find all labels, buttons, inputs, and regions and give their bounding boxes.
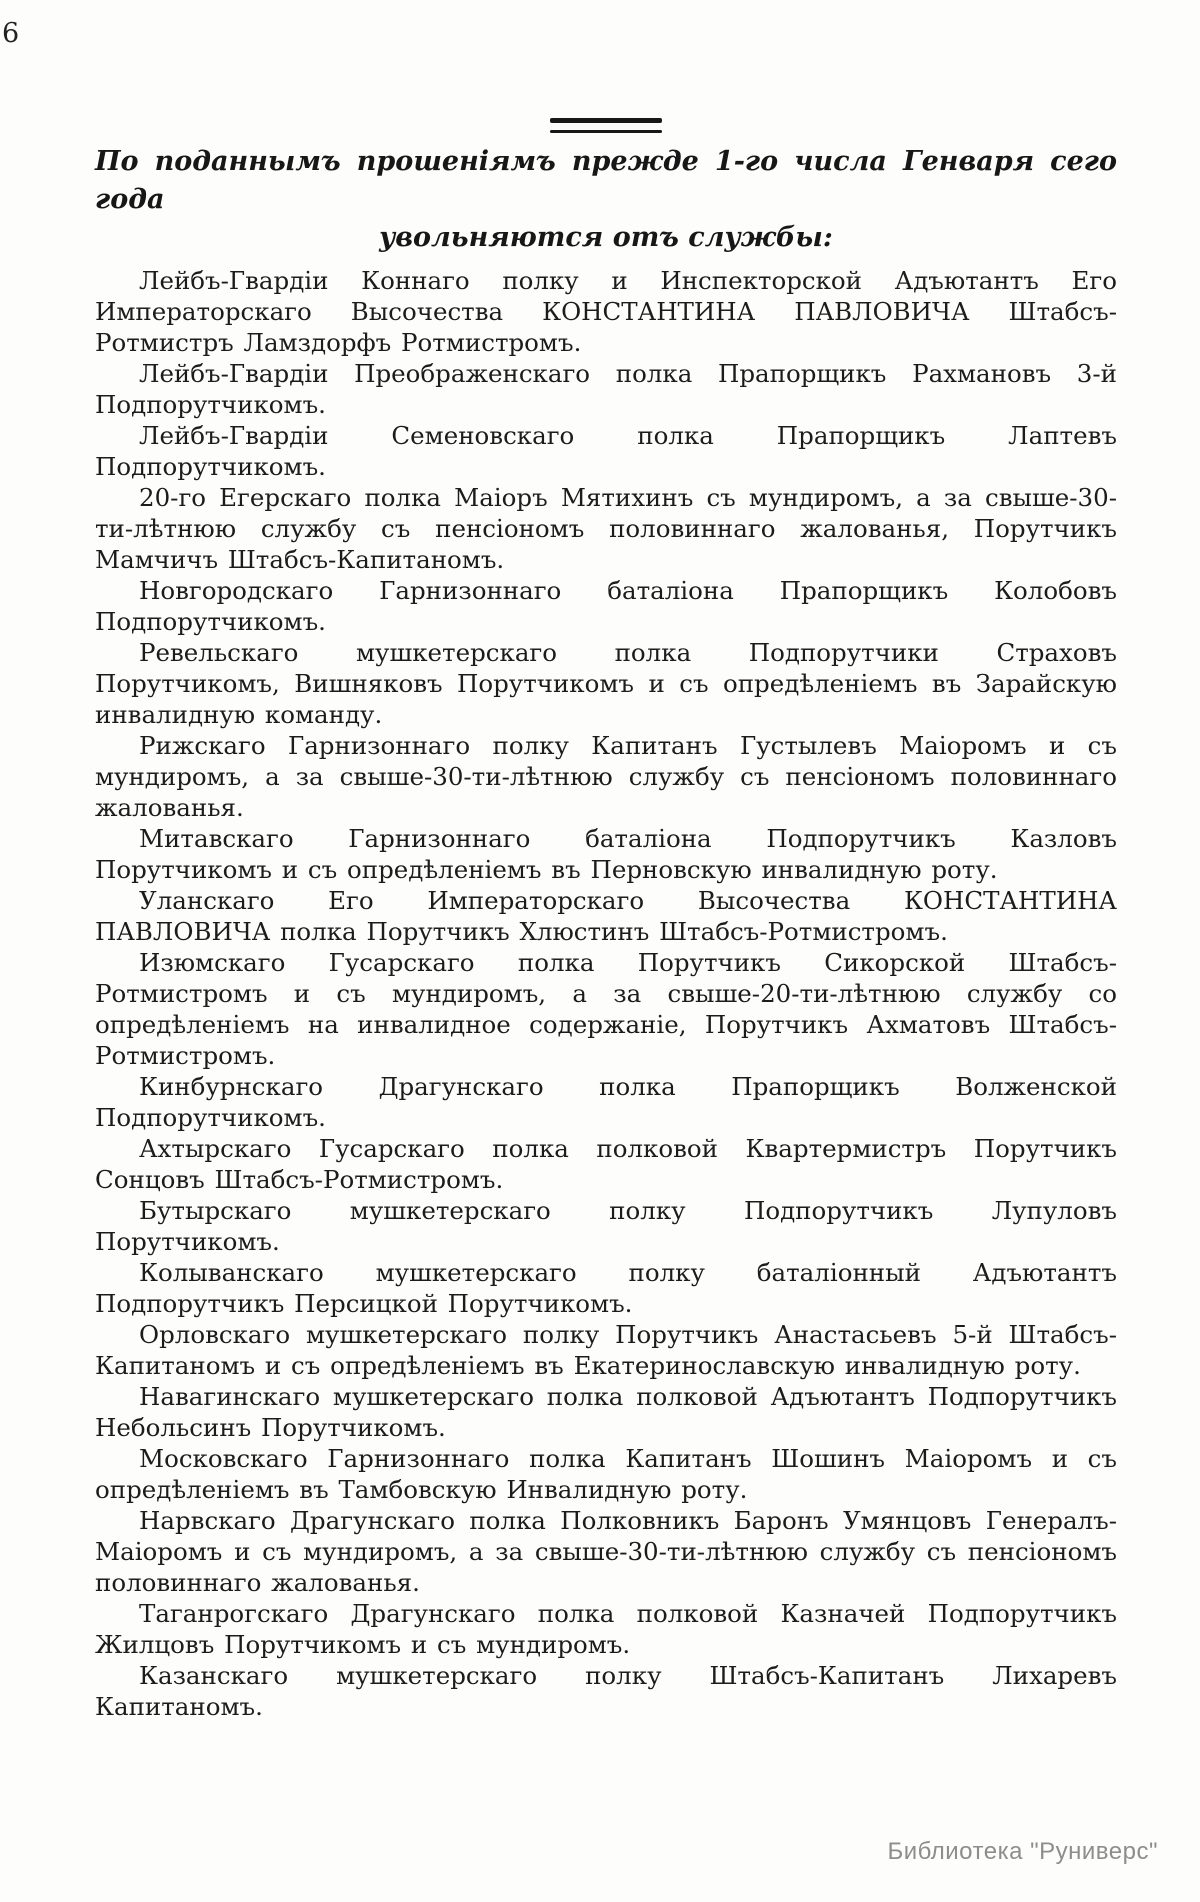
paragraph: Лейбъ-Гвардіи Коннаго полку и Инспекторской Адъютантъ Его Императорскаго Высочества КОНСТАНТИНА ПАВЛОВИЧА Штабсъ-Ротмистръ Ламздорфъ Ротмистромъ. (95, 266, 1117, 357)
paragraph: Бутырскаго мушкетерскаго полку Подпорутчикъ Лупуловъ Порутчикомъ. (95, 1196, 1117, 1256)
paragraph: Изюмскаго Гусарскаго полка Порутчикъ Сикорской Штабсъ-Ротмистромъ и съ мундиромъ, а за свыше-20-ти-лѣтнюю службу со опредѣленіемъ на инвалидное содержаніе, Порутчикъ Ахматовъ Штабсъ-Ротмистромъ. (95, 948, 1117, 1070)
paragraph: Казанскаго мушкетерскаго полку Штабсъ-Капитанъ Лихаревъ Капитаномъ. (95, 1661, 1117, 1721)
page-content (95, 88, 1117, 1722)
paragraph: Московскаго Гарнизоннаго полка Капитанъ Шошинъ Маіоромъ и съ опредѣленіемъ въ Тамбовскую Инвалидную роту. (95, 1444, 1117, 1504)
paragraph: Лейбъ-Гвардіи Семеновскаго полка Прапорщикъ Лаптевъ Подпорутчикомъ. (95, 421, 1117, 481)
section-heading (95, 143, 1117, 257)
paragraph: Нарвскаго Драгунскаго полка Полковникъ Баронъ Умянцовъ Генералъ-Маіоромъ и съ мундиромъ, а за свыше-30-ти-лѣтнюю службу съ пенсіономъ половиннаго жалованья. (95, 1506, 1117, 1597)
section-heading-line1: По поданнымъ прошеніямъ прежде 1-го числа Генваря сего года (95, 146, 1117, 215)
page-number: 6 (2, 18, 20, 49)
library-watermark: Библиотека "Руниверс" (887, 1838, 1158, 1865)
paragraph: Новгородскаго Гарнизоннаго баталіона Прапорщикъ Колобовъ Подпорутчикомъ. (95, 576, 1117, 636)
section-divider (550, 88, 662, 133)
paragraph: Колыванскаго мушкетерскаго полку баталіонный Адъютантъ Подпорутчикъ Персицкой Порутчикомъ. (95, 1258, 1117, 1318)
paragraph: Орловскаго мушкетерскаго полку Порутчикъ Анастасьевъ 5-й Штабсъ-Капитаномъ и съ опредѣленіемъ въ Екатеринославскую инвалидную роту. (95, 1320, 1117, 1380)
paragraph: Навагинскаго мушкетерскаго полка полковой Адъютантъ Подпорутчикъ Небольсинъ Порутчикомъ. (95, 1382, 1117, 1442)
paragraph: Уланскаго Его Императорскаго Высочества КОНСТАНТИНА ПАВЛОВИЧА полка Порутчикъ Хлюстинъ Штабсъ-Ротмистромъ. (95, 886, 1117, 946)
paragraph: Ревельскаго мушкетерскаго полка Подпорутчики Страховъ Порутчикомъ, Вишняковъ Порутчикомъ и съ опредѣленіемъ въ Зарайскую инвалидную команду. (95, 638, 1117, 729)
paragraph: Рижскаго Гарнизоннаго полку Капитанъ Густылевъ Маіоромъ и съ мундиромъ, а за свыше-30-ти-лѣтнюю службу съ пенсіономъ половиннаго жалованья. (95, 731, 1117, 822)
paragraph: Ахтырскаго Гусарскаго полка полковой Квартермистръ Порутчикъ Сонцовъ Штабсъ-Ротмистромъ. (95, 1134, 1117, 1194)
paragraph: Кинбурнскаго Драгунскаго полка Прапорщикъ Волженской Подпорутчикомъ. (95, 1072, 1117, 1132)
divider-rule-top (550, 118, 662, 123)
paragraph: Таганрогскаго Драгунскаго полка полковой Казначей Подпорутчикъ Жилцовъ Порутчикомъ и съ мундиромъ. (95, 1599, 1117, 1659)
paragraph: Митавскаго Гарнизоннаго баталіона Подпорутчикъ Казловъ Порутчикомъ и съ опредѣленіемъ въ Перновскую инвалидную роту. (95, 824, 1117, 884)
section-heading-line2: увольняются отъ службы: (379, 222, 833, 253)
paragraph: Лейбъ-Гвардіи Преображенскаго полка Прапорщикъ Рахмановъ 3-й Подпорутчикомъ. (95, 359, 1117, 419)
divider-rule-bottom (550, 130, 662, 133)
paragraph: 20-го Егерскаго полка Маіоръ Мятихинъ съ мундиромъ, а за свыше-30-ти-лѣтнюю службу съ пенсіономъ половиннаго жалованья, Порутчикъ Мамчичъ Штабсъ-Капитаномъ. (95, 483, 1117, 574)
document-body (95, 265, 1117, 1722)
